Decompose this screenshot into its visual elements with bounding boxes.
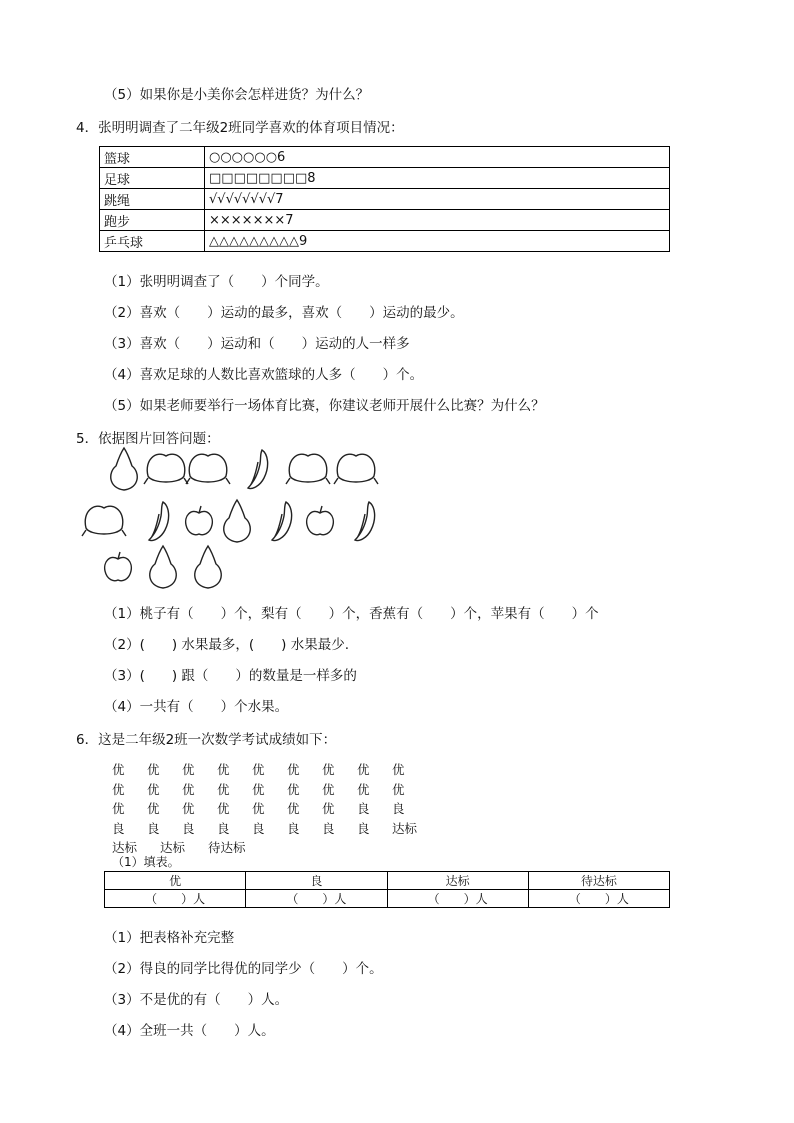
peach-icon: [82, 506, 126, 536]
pear-icon: [224, 500, 251, 542]
grade-mark: 优: [147, 762, 160, 777]
grade-mark: 优: [392, 762, 405, 777]
q6-item-4: （4）全班一共（ ）人。: [104, 1023, 275, 1039]
fill-header: 达标: [387, 872, 528, 890]
sport-tally: ×××××××7: [205, 210, 670, 231]
grade-mark: 优: [217, 762, 230, 777]
peach-icon: [186, 454, 230, 484]
pear-icon: [195, 546, 222, 588]
grade-mark: 优: [112, 762, 125, 777]
sport-name: 篮球: [100, 147, 205, 168]
grade-mark: 优: [322, 801, 335, 816]
q4-item-2: （2）喜欢（ ）运动的最多，喜欢（ ）运动的最少。: [104, 305, 464, 321]
fill-header: 良: [246, 872, 387, 890]
banana-icon: [272, 502, 292, 541]
sport-name: 乒乓球: [100, 231, 205, 252]
sport-tally: △△△△△△△△△9: [205, 231, 670, 252]
grade-mark: 达标: [392, 820, 418, 836]
peach-icon: [334, 454, 378, 484]
fill-blank[interactable]: （ ）人: [105, 890, 246, 908]
fill-table-label: （1）填表。: [112, 855, 180, 869]
grade-mark: 优: [217, 781, 230, 797]
pear-icon: [150, 546, 177, 588]
q4-item-3: （3）喜欢（ ）运动和（ ）运动的人一样多: [104, 336, 410, 352]
grade-mark: 优: [252, 801, 265, 816]
grade-mark: 优: [112, 801, 125, 816]
grade-mark: 良: [147, 820, 160, 836]
fill-table: [104, 871, 670, 908]
sport-name: 足球: [100, 168, 205, 189]
grade-mark: 优: [357, 762, 370, 777]
grade-mark: 良: [217, 820, 230, 836]
apple-icon: [307, 506, 334, 535]
banana-icon: [149, 502, 169, 541]
grade-mark: 优: [112, 781, 125, 797]
grade-mark: 良: [287, 820, 300, 836]
table-row: [105, 890, 670, 908]
q4-item-5: （5）如果老师要举行一场体育比赛，你建议老师开展什么比赛？为什么？: [104, 398, 545, 414]
q6-item-2: （2）得良的同学比得优的同学少（ ）个。: [104, 961, 383, 977]
q5-item-2: （2）( ) 水果最多，( ) 水果最少.: [104, 637, 350, 653]
q6-title: 6．这是二年级2班一次数学考试成绩如下：: [76, 732, 337, 748]
grade-mark: 优: [147, 801, 160, 816]
grade-mark: 优: [252, 781, 265, 797]
grade-mark: 优: [252, 762, 265, 777]
grade-mark: 优: [287, 801, 300, 816]
q6-item-3: （3）不是优的有（ ）人。: [104, 992, 289, 1008]
fill-blank[interactable]: （ ）人: [528, 890, 669, 908]
q5-title: 5．依据图片回答问题：: [76, 431, 220, 447]
fill-blank[interactable]: （ ）人: [246, 890, 387, 908]
sport-tally: ○○○○○○6: [205, 147, 670, 168]
grade-mark: 优: [217, 801, 230, 816]
grade-mark: 优: [147, 781, 160, 797]
grade-list: [112, 760, 427, 858]
fill-blank[interactable]: （ ）人: [387, 890, 528, 908]
grade-mark: 优: [182, 762, 195, 777]
q5-item-1: （1）桃子有（ ）个，梨有（ ）个，香蕉有（ ）个，苹果有（ ）个: [104, 606, 599, 622]
grade-mark: 优: [287, 762, 300, 777]
grade-mark: 优: [322, 762, 335, 777]
apple-icon: [105, 552, 132, 581]
grade-mark: 优: [182, 801, 195, 816]
sport-tally: □□□□□□□□8: [205, 168, 670, 189]
grade-mark: 优: [182, 781, 195, 797]
grade-mark: 达标: [112, 840, 138, 855]
grade-row: [112, 760, 427, 780]
grade-mark: 良: [112, 820, 125, 836]
grade-mark: 良: [357, 820, 370, 836]
grade-mark: 待达标: [208, 840, 246, 855]
sport-tally: √√√√√√√√7: [205, 189, 670, 210]
grade-mark: 良: [392, 801, 405, 816]
apple-icon: [186, 506, 213, 535]
grade-mark: 良: [357, 801, 370, 816]
peach-icon: [144, 454, 188, 484]
grade-mark: 良: [182, 820, 195, 836]
fill-header: 优: [105, 872, 246, 890]
pear-icon: [111, 448, 138, 490]
peach-icon: [286, 454, 330, 484]
q3-item-5: （5）如果你是小美你会怎样进货？为什么？: [104, 87, 370, 103]
banana-icon: [355, 502, 375, 541]
q4-item-1: （1）张明明调查了（ ）个同学。: [104, 274, 329, 290]
grade-mark: 优: [357, 781, 370, 797]
q4-title: 4．张明明调查了二年级2班同学喜欢的体育项目情况：: [76, 120, 404, 136]
grade-mark: 良: [322, 820, 335, 836]
banana-icon: [248, 450, 268, 489]
grade-mark: 优: [287, 781, 300, 797]
sport-name: 跑步: [100, 210, 205, 231]
grade-row: [112, 780, 427, 800]
q4-item-4: （4）喜欢足球的人数比喜欢篮球的人多（ ）个。: [104, 367, 424, 383]
grade-mark: 优: [392, 781, 405, 797]
grade-mark: 良: [252, 820, 265, 836]
grade-row: [112, 819, 427, 839]
fill-header: 待达标: [528, 872, 669, 890]
grade-mark: 优: [322, 781, 335, 797]
sport-name: 跳绳: [100, 189, 205, 210]
grade-row: [112, 799, 427, 819]
q5-item-3: （3）( ) 跟（ ）的数量是一样多的: [104, 668, 357, 684]
grade-mark: 达标: [160, 840, 186, 855]
table-row: [105, 872, 670, 890]
q6-item-1: （1）把表格补充完整: [104, 930, 235, 946]
q5-item-4: （4）一共有（ ）个水果。: [104, 699, 289, 715]
